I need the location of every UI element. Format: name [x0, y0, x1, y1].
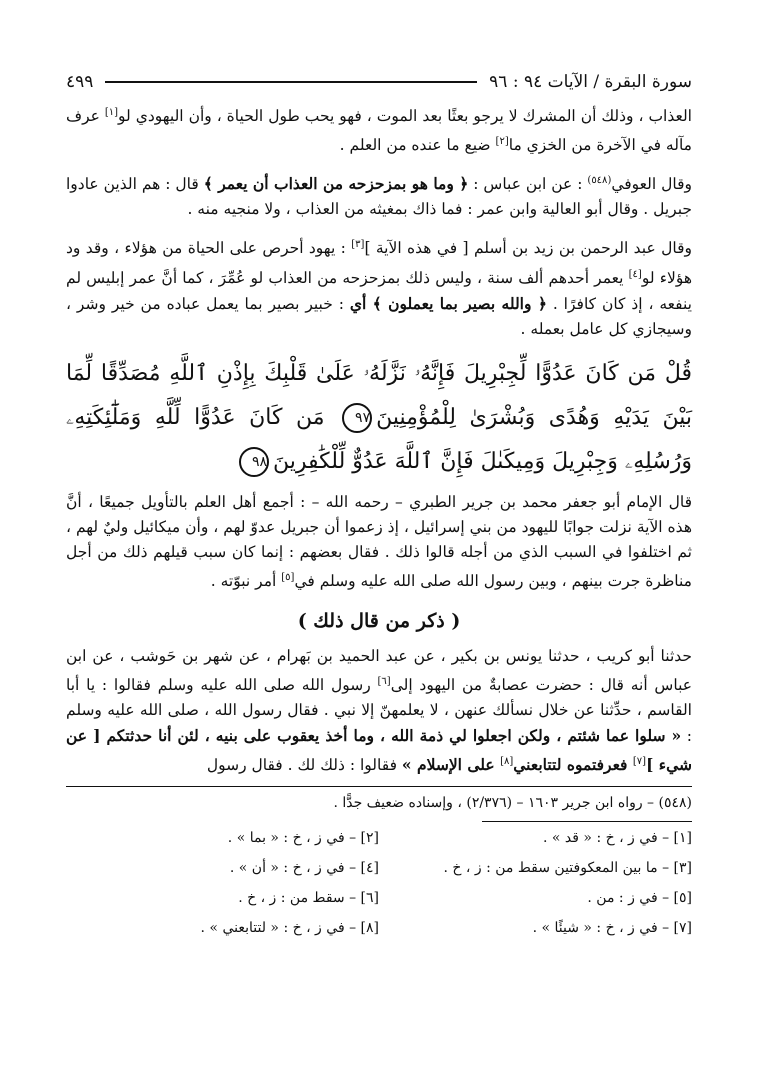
- text-run: وقال العوفي: [611, 175, 692, 194]
- running-header: [66, 58, 692, 92]
- paragraph-2: [66, 168, 692, 222]
- text-run: حدثنا أبو كريب ، حدثنا يونس بن بكير ، عن عبد الحميد بن بَهرام ، عن شهر بن حَوشب ، عن ابن عباس أنه قال : حضرت عصابةٌ من اليهود إلى: [66, 646, 693, 695]
- footnote-marker: [٤]: [628, 268, 642, 280]
- text-run: رسول الله صلى الله عليه وسلم فقالوا : يا أبا القاسم ، حدِّثنا عن خلال نسألك عنهن ، لا يعلمهنّ إلا نبي . فقال رسول الله ، صلى الله عليه وسلم :: [66, 676, 693, 746]
- ayah-number-marker: ٩٨: [239, 447, 269, 477]
- footnote-item: [١] – في ز ، خ : « قد » .: [543, 830, 692, 847]
- verse-text: قُلْ مَن كَانَ عَدُوًّا لِّجِبْرِيلَ فَإِنَّهُۥ نَزَّلَهُۥ عَلَىٰ قَلْبِكَ بِإِذْنِ ٱللَّهِ مُصَدِّقًا لِّمَا بَيْنَ يَدَيْهِ وَهُدًى وَبُشْرَىٰ لِلْمُؤْمِنِينَ: [66, 360, 692, 430]
- footnote-item: [٢] – في ز ، خ : « بما » .: [227, 830, 379, 847]
- text-run: وقال عبد الرحمن بن زيد بن أسلم [ في هذه الآية ]: [364, 239, 692, 258]
- paragraph-5: [66, 644, 692, 778]
- footnote-marker: [٧]: [632, 756, 647, 768]
- text-run: : يهود أحرص على الحياة من هؤلاء ، وقد ود هؤلاء لو: [66, 239, 693, 287]
- text-run: العذاب ، وذلك أن المشرك لا يرجو بعثًا بعد الموت ، فهو يحب طول الحياة ، وأن اليهودي لو: [118, 107, 692, 126]
- footnote-item: [٣] – ما بين المعكوفتين سقط من : ز ، خ .: [443, 860, 692, 877]
- text-run: : خبير بصير بما يعمل عباده من خير وشر ، وسيجازي كل عامل بعمله .: [66, 294, 692, 338]
- footnote-marker: [٢]: [495, 136, 509, 148]
- footnote-marker: [١]: [104, 107, 119, 118]
- paragraph-3: [66, 232, 692, 341]
- footnote-marker: [٥]: [281, 571, 295, 583]
- text-run: يعمر أحدهم ألف سنة ، وليس ذلك بمزحزحه من العذاب لو عُمِّرَ ، كما أنَّ عمر إبليس لم ينفعه ، إذ كان كافرًا .: [66, 268, 692, 313]
- text-run: قال الإمام أبو جعفر محمد بن جرير الطبري – رحمه الله – : أجمع أهل العلم بالتأويل جميعًا ، أنَّ هذه الآية نزلت جوابًا لليهود من بني إسرائيل ، إذ زعموا أن جبريل عدوّ لهم ، وأن ميكائيل وليٌ لهم ، ثم اختلفوا في السبب الذي من أجله قالوا ذلك . فقال بعضهم : إنما كان سبب قيلهم ذلك من أجل مناظرة جرت بينهم ، وبين رسول الله صلى الله عليه وسلم في: [66, 492, 692, 590]
- hadith-quote: « سلوا عما شئتم ، ولكن اجعلوا لي ذمة الله ، وما أخذ يعقوب على بنيه ، لئن أنا حدثتكم [ عن شيء ]: [66, 726, 692, 775]
- header-rule: [105, 81, 477, 83]
- verse-text: مَن كَانَ عَدُوًّا لِّلَّهِ وَمَلَٰٓئِكَتِهِۦ وَرُسُلِهِۦ وَجِبْرِيلَ وَمِيكَىٰلَ فَإِنَّ ٱللَّهَ عَدُوٌّ لِّلْكَٰفِرِينَ: [66, 404, 692, 474]
- ayah-number-marker: ٩٧: [342, 403, 372, 433]
- footnote-item: [٥] – في ز : من .: [587, 890, 692, 907]
- text-run: : عن ابن عباس :: [468, 175, 588, 194]
- footnote-marker: [٦]: [377, 675, 391, 687]
- footnote-item: [٤] – في ز ، خ : « أن » .: [229, 860, 379, 877]
- text-run: فقالوا : ذلك لك . فقال رسول: [206, 756, 402, 775]
- text-run: عرف مآله في الآخرة من الخزي ما: [66, 107, 692, 155]
- paragraph-1: [66, 100, 692, 158]
- paragraph-4: [66, 490, 692, 594]
- footnote-item: [٧] – في ز ، خ : « شيئًا » .: [532, 920, 692, 937]
- reference-marker: (٥٤٨): [587, 175, 612, 187]
- footnote-short-divider: [482, 821, 692, 822]
- page-number: ٤٩٩: [66, 72, 94, 92]
- text-run: أمر نبوّته .: [210, 571, 282, 590]
- footnote-main: (٥٤٨) – رواه ابن جرير ١٦٠٣ – (٢/٣٧٦) ، وإسناده ضعيف جدًّا .: [333, 795, 692, 812]
- quran-verse: [66, 352, 692, 484]
- section-title: ( ذكر من قال ذلك ): [297, 609, 461, 632]
- header-title: سورة البقرة / الآيات ٩٤ : ٩٦: [489, 72, 692, 92]
- footnote-item: [٨] – في ز ، خ : « لتتابعني » .: [200, 920, 379, 937]
- footnote-item: [٦] – سقط من : ز ، خ .: [238, 890, 379, 907]
- footnote-list: [66, 830, 692, 936]
- text-run: ضيع ما عنده من العلم .: [339, 136, 491, 155]
- footnote-marker: [٣]: [351, 239, 365, 251]
- hadith-quote: على الإسلام »: [401, 755, 501, 775]
- hadith-quote: فعرفتموه لتتابعني: [513, 755, 633, 775]
- footnote-divider: [66, 786, 692, 787]
- quran-quote: ﴿ وما هو بمزحزحه من العذاب أن يعمر ﴾: [203, 174, 469, 194]
- quran-quote: ﴿ والله بصير بما يعملون ﴾ أي: [349, 293, 547, 313]
- footnote-marker: [٨]: [500, 756, 514, 768]
- text-run: قال : هم الذين عادوا جبريل . وقال أبو العالية وابن عمر : فما ذاك بمغيثه من العذاب ، ولا منجيه منه .: [66, 175, 692, 219]
